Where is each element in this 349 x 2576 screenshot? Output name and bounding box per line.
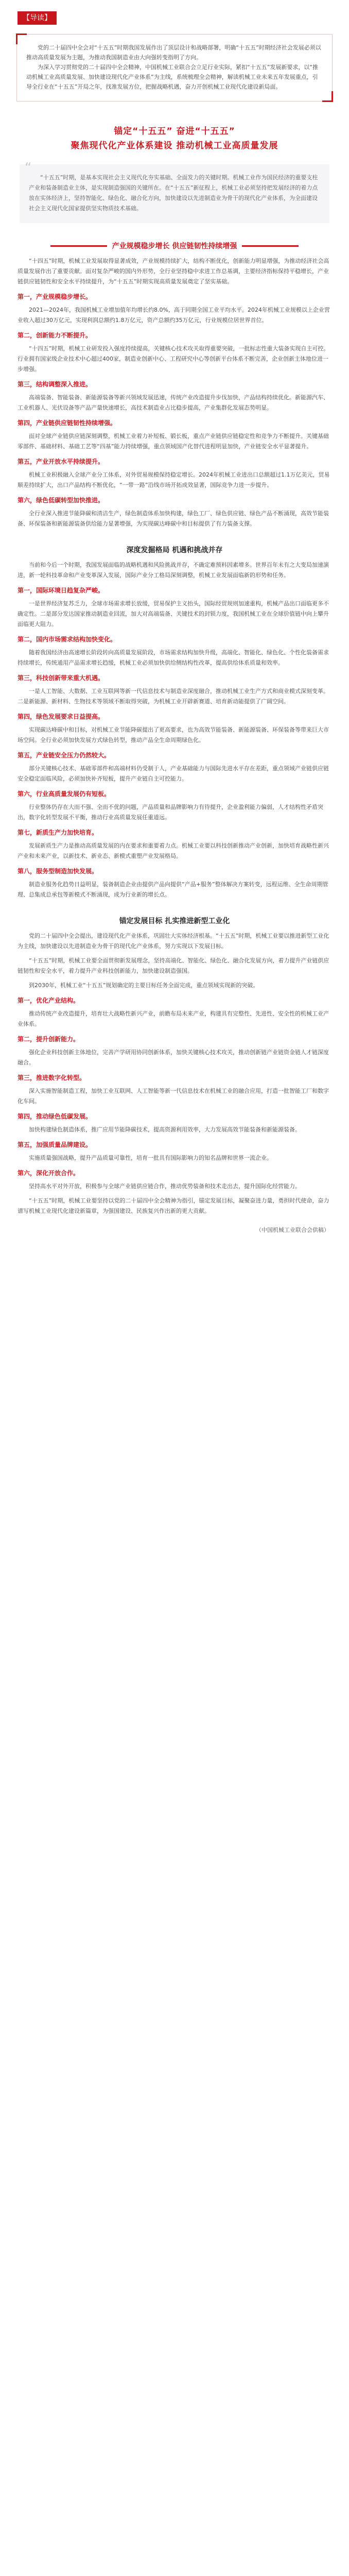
paragraph: 机械工业积极融入全球产业分工体系，对外贸易规模保持稳定增长。2024年机械工业进出口总额超过1.1万亿美元，贸易顺差持续扩大，出口产品结构不断优化，“一带一路”沿线市场开拓成效显著，国际竞争力进一步提升。 [18, 471, 330, 488]
quote-box [20, 160, 329, 223]
section-header-3 [10, 916, 339, 926]
paragraph: 随着我国经济由高速增长阶段转向高质量发展阶段，市场需求结构加快升级，高端化、智能化、绿色化、个性化装备需求持续增长，传统通用产品需求增长趋缓，机械工业必须加快供给侧结构性改革，提高供给体系质量和效率。 [18, 649, 329, 666]
subheading: 第三，科技创新带来重大机遇。 [18, 674, 104, 682]
subheading: 第一，优化产业结构。 [18, 997, 80, 1004]
subheading: 第五，产业链安全压力仍然较大。 [18, 752, 111, 759]
paragraph: “十五五”时期，机械工业要全面贯彻新发展理念，坚持高端化、智能化、绿色化、融合化发展方向，着力提升产业链供应链韧性和安全水平，着力提升产业科技创新能力，加快建设制造强国。 [18, 957, 329, 974]
headline-line-2: 聚焦现代化产业体系建设 推动机械工业高质量发展 [71, 141, 278, 151]
quote-text: “十五五”时期，是基本实现社会主义现代化夯实基础、全面发力的关键时期。机械工业作为国民经济的重要支柱产业和装备制造业主体，是实现制造强国的关键所在。在“十五五”新征程上，机械工业必须坚持把发展经济的着力点放在实体经济上，坚持智能化、绿色化、融合化方向，加快建设以先进制造业为骨干的现代化产业体系，为全面建设社会主义现代化国家提供坚实物质技术基础。 [29, 174, 318, 212]
guide-tag: 【导读】 [18, 11, 57, 25]
subheading: 第三，结构调整深入推进。 [18, 381, 92, 388]
paragraph: 加快构建绿色制造体系，推广应用节能降碳技术，提高资源利用效率，大力发展高效节能装备和新能源装备。 [29, 1126, 301, 1133]
article [0, 0, 349, 1244]
paragraph: 推动传统产业改造提升，培育壮大战略性新兴产业，前瞻布局未来产业，构建具有完整性、先进性、安全性的机械工业产业体系。 [18, 1010, 329, 1027]
paragraph: 党的二十届四中全会提出，建设现代化产业体系，巩固壮大实体经济根基。“十五五”时期，机械工业要以推进新型工业化为主线，加快建设以先进制造业为骨干的现代化产业体系，努力实现以下发展目标。 [18, 933, 329, 950]
paragraph: 高端装备、智能装备、新能源装备等新兴领域发展迅速，传统产业改造提升步伐加快，产品结构持续优化。新能源汽车、工业机器人、光伏设备等产品产量快速增长，高技术制造业占比稳步提高，产业集群化发展态势明显。 [18, 394, 329, 411]
quote-mark-icon: “ [25, 160, 32, 176]
paragraph: 面对全球产业链供应链深刻调整，机械工业着力补短板、锻长板，重点产业链供应链稳定性和竞争力不断提升。关键基础零部件、基础材料、基础工艺等“四基”能力持续增强，重点领域国产化替代进程明显加快，产业链安全水平显著提升。 [18, 433, 329, 450]
subheading: 第二，创新能力不断提升。 [18, 332, 92, 339]
section-header-1 [10, 241, 339, 251]
intro-paragraph: 党的二十届四中全会对“十五五”时期我国发展作出了顶层设计和战略部署，明确“十五五”时期经济社会发展必须以推动高质量发展为主题，为推动我国制造业由大向强转变指明了方向。 [26, 44, 321, 61]
intro-box [16, 34, 333, 101]
subheading: 第四，产业链供应链韧性持续增强。 [18, 419, 117, 427]
headline [10, 124, 339, 153]
paragraph: 强化企业科技创新主体地位，完善产学研用协同创新体系，加快关键核心技术攻关，推动创新链产业链资金链人才链深度融合。 [18, 1049, 329, 1066]
headline-line-1: 锚定“十五五” 奋进“十五五” [114, 126, 235, 137]
subheading: 第三，推进数字化转型。 [18, 1074, 86, 1081]
paragraph: 发展新质生产力是推动高质量发展的内在要求和重要着力点。机械工业要以科技创新推动产业创新，加快培育战略性新兴产业和未来产业，以新技术、新业态、新模式重塑产业发展格局。 [18, 842, 329, 859]
subheading: 第五，加强质量品牌建设。 [18, 1141, 92, 1148]
subheading: 第二，国内市场需求结构加快变化。 [18, 636, 117, 643]
subheading: 第一，产业规模稳步增长。 [18, 293, 92, 300]
byline: （中国机械工业联合会供稿） [256, 1227, 329, 1233]
paragraph: 部分关键核心技术、基础零部件和高端材料仍受制于人，产业基础能力与国际先进水平存在差距，重点领域产业链供应链安全稳定面临风险，必须加快补齐短板，提升产业链自主可控能力。 [18, 765, 329, 782]
section-title: 深度发掘格局 机遇和挑战并存 [126, 546, 223, 554]
subheading: 第四，绿色发展要求日益提高。 [18, 713, 104, 720]
paragraph: “十四五”时期，机械工业发展取得显著成效，产业规模持续扩大，结构不断优化，创新能力明显增强，为推动经济社会高质量发展作出了重要贡献。面对复杂严峻的国内外形势，全行业坚持稳中求进工作总基调，主要经济指标保持平稳增长，产业链供应链韧性和安全水平持续提升，为“十五五”时期实现高质量发展奠定了坚实基础。 [18, 258, 329, 285]
subheading: 第四，推动绿色低碳发展。 [18, 1113, 92, 1120]
paragraph: “十五五”时期，机械工业要坚持以党的二十届四中全会精神为指引，锚定发展目标，凝聚奋进力量，勇担时代使命，奋力谱写机械工业现代化建设新篇章，为强国建设、民族复兴作出新的更大贡献。 [18, 1197, 329, 1214]
subheading: 第七，新质生产力加快培育。 [18, 829, 98, 836]
paragraph: 坚持高水平对外开放，积极参与全球产业链供应链合作，推动优势装备和技术走出去，提升国际化经营能力。 [29, 1183, 301, 1190]
subheading: 第六，绿色低碳转型加快推进。 [18, 497, 104, 504]
subheading: 第八，服务型制造加快发展。 [18, 868, 98, 875]
paragraph: 制造业服务化趋势日益明显，装备制造企业由提供产品向提供“产品+服务”整体解决方案转变，远程运维、全生命周期管理、总集成总承包等新模式不断涌现，成为行业新的增长点。 [18, 881, 328, 898]
paragraph: 当前和今后一个时期，我国发展面临的战略机遇和风险挑战并存，不确定难预料因素增多。世界百年未有之大变局加速演进，新一轮科技革命和产业变革深入发展，国际产业分工格局深刻调整，机械工业发展面临新的形势和任务。 [18, 562, 329, 579]
paragraph: “十四五”时期，机械工业研发投入强度持续提高，关键核心技术攻关取得重要突破，一批标志性重大装备实现自主可控。行业拥有国家级企业技术中心超过400家，制造业创新中心、工程研究中心等创新平台体系不断完善，企业创新主体地位进一步增强。 [18, 345, 329, 372]
paragraph: 到2030年，机械工业“十五五”规划确定的主要目标任务全面完成，重点领域实现新的突破。 [29, 982, 259, 989]
paragraph: 行业整体仍存在大而不强、全而不优的问题，产品质量和品牌影响力有待提升，企业盈利能力偏弱，人才结构性矛盾突出，数字化转型发展不平衡，推动行业高质量发展任重道远。 [18, 804, 323, 821]
subheading: 第一，国际环境日趋复杂严峻。 [18, 587, 104, 594]
paragraph: 深入实施智能制造工程，加快工业互联网、人工智能等新一代信息技术在机械工业的融合应用，打造一批智能工厂和数字化车间。 [18, 1088, 329, 1105]
divider [242, 245, 299, 247]
subheading: 第二，提升创新能力。 [18, 1036, 80, 1043]
section-header-2 [10, 545, 339, 555]
paragraph: 实现碳达峰碳中和目标，对机械工业节能降碳提出了更高要求，也为高效节能装备、新能源装备、环保装备等带来巨大市场空间。全行业必须加快发展方式绿色转型，推动产品全生命周期绿色化。 [18, 726, 329, 743]
paragraph: 实施质量强国战略，提升产品质量可靠性，培育一批具有国际影响力的知名品牌和世界一流企业。 [29, 1155, 272, 1161]
paragraph: 一是人工智能、大数据、工业互联网等新一代信息技术与制造业深度融合，推动机械工业生产方式和商业模式深刻变革。二是新能源、新材料、生物技术等领域不断取得突破，为机械工业开辟新赛道、培育新动能提供了广阔空间。 [18, 688, 329, 705]
section-title: 锚定发展目标 扎实推进新型工业化 [119, 917, 230, 925]
intro-paragraph: 为深入学习贯彻党的二十届四中全会精神，中国机械工业联合会立足行业实际，紧扣“十五五”发展新要求，以“推动机械工业高质量发展、加快建设现代化产业体系”为主线，系统梳理全会精神，解读机械工业未来五年发展重点，引导全行业在“十五五”开局之年，找准发展方位，把握战略机遇，奋力开创机械工业现代化建设新局面。 [26, 64, 319, 90]
subheading: 第六，深化开放合作。 [18, 1170, 80, 1177]
paragraph: 全行业深入推进节能降碳和清洁生产，绿色制造体系加快构建，绿色工厂、绿色供应链、绿色产品不断涌现，高效节能装备、环保装备和新能源装备供给能力显著增强，为实现碳达峰碳中和目标提供了有力装备支撑。 [18, 510, 329, 527]
divider [50, 245, 107, 247]
subheading: 第六，行业高质量发展仍有短板。 [18, 790, 111, 798]
section-title: 产业规模稳步增长 供应链韧性持续增强 [112, 242, 237, 250]
paragraph: 2021—2024年，我国机械工业增加值年均增长约8.0%，高于同期全国工业平均水平。2024年机械工业规模以上企业营业收入超过30万亿元，实现利润总额约1.8万亿元，资产总额约35万亿元，行业规模位居世界首位。 [18, 307, 330, 324]
subheading: 第五，产业开放水平持续提升。 [18, 458, 104, 465]
paragraph: 一是世界经济复苏乏力，全球市场需求增长放缓，贸易保护主义抬头，国际经贸规则加速重构，机械产品出口面临更多不确定性。二是部分发达国家推动制造业回流，加大对高端装备、关键技术的封锁力度，我国机械工业在全球价值链中向上攀升面临更大阻力。 [18, 600, 329, 628]
